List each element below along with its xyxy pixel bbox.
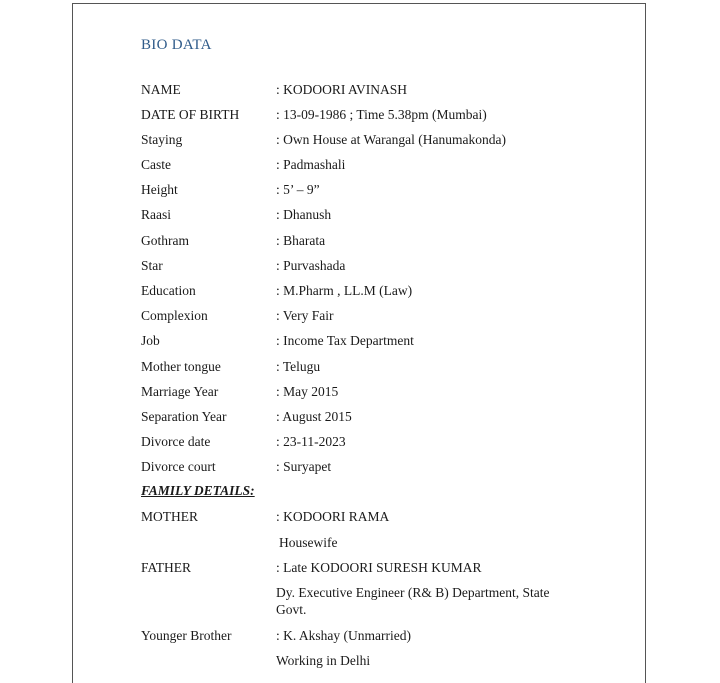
field-label: Divorce court (141, 459, 216, 474)
field-value: : Suryapet (276, 459, 332, 474)
family-value: Housewife (279, 535, 338, 550)
field-label: NAME (141, 82, 181, 97)
field-label: Caste (141, 157, 171, 172)
field-value: : Own House at Warangal (Hanumakonda) (276, 132, 506, 147)
field-value: : 5’ – 9” (276, 182, 320, 197)
field-value: : M.Pharm , LL.M (Law) (276, 283, 413, 298)
family-value: : KODOORI RAMA (276, 509, 390, 524)
family-label: FATHER (141, 560, 192, 575)
field-label: Staying (141, 132, 183, 147)
family-label: MOTHER (141, 509, 198, 524)
page-title: BIO DATA (141, 37, 212, 53)
field-value: : Padmashali (276, 157, 346, 172)
field-label: Height (141, 182, 178, 197)
field-label: Education (141, 283, 196, 298)
field-label: Star (141, 258, 163, 273)
field-value: : Income Tax Department (276, 333, 414, 348)
document-page (72, 3, 646, 683)
field-label: Separation Year (141, 409, 227, 424)
field-value: : Very Fair (276, 308, 334, 323)
field-value: : May 2015 (276, 384, 339, 399)
field-value: : KODOORI AVINASH (276, 82, 408, 97)
field-label: Complexion (141, 308, 208, 323)
field-label: Divorce date (141, 434, 211, 449)
family-details-heading: FAMILY DETAILS: (141, 483, 255, 498)
field-label: Gothram (141, 233, 189, 248)
field-label: Job (141, 333, 160, 348)
field-value: : Telugu (276, 359, 321, 374)
field-label: Mother tongue (141, 359, 221, 374)
family-value: : K. Akshay (Unmarried) (276, 628, 411, 643)
field-label: Raasi (141, 207, 171, 222)
field-value: : Dhanush (276, 207, 332, 222)
field-value: : Bharata (276, 233, 326, 248)
family-value: Working in Delhi (276, 653, 371, 668)
family-value: : Late KODOORI SURESH KUMAR (276, 560, 482, 575)
field-label: Marriage Year (141, 384, 219, 399)
field-label: DATE OF BIRTH (141, 107, 240, 122)
field-value: : Purvashada (276, 258, 346, 273)
field-value: : 13-09-1986 ; Time 5.38pm (Mumbai) (276, 107, 487, 122)
family-label: Younger Brother (141, 628, 232, 643)
family-value: Dy. Executive Engineer (R& B) Department, State Govt. (276, 585, 550, 617)
field-value: : 23-11-2023 (276, 434, 346, 449)
field-value: : August 2015 (276, 409, 352, 424)
